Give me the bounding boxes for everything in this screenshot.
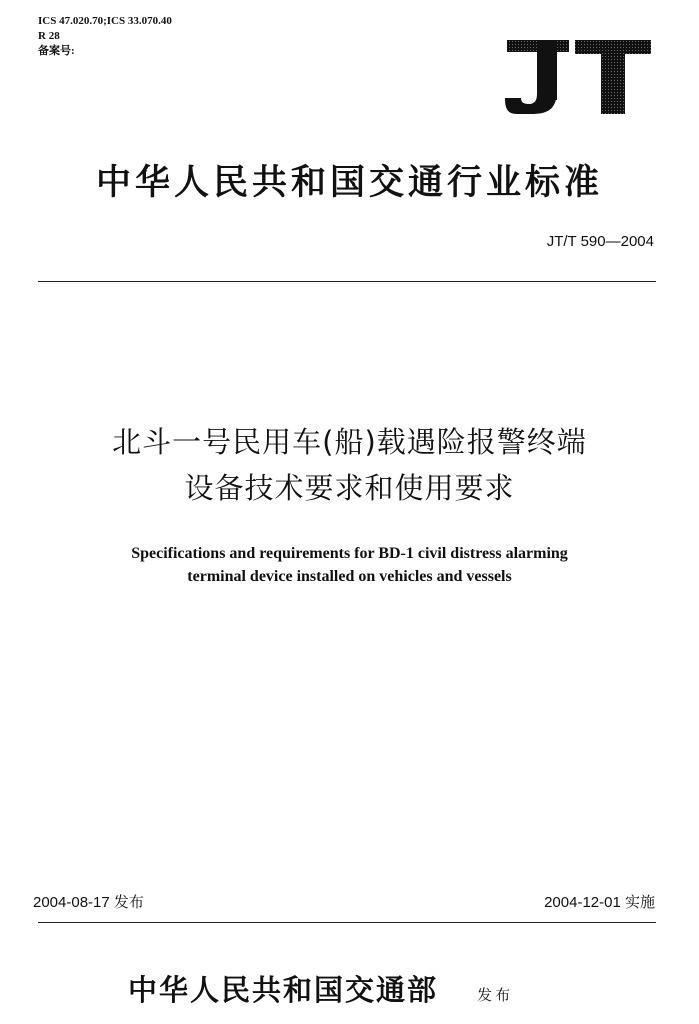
english-title-line-2: terminal device installed on vehicles and vessels — [187, 568, 512, 585]
standard-category-title: 中华人民共和国交通行业标准 — [95, 162, 603, 203]
standard-number: JT/T 590—2004 — [546, 233, 654, 250]
bottom-divider — [38, 922, 656, 923]
record-number: 备案号: — [38, 45, 75, 57]
publish-label: 发布 — [477, 986, 514, 1004]
ics-code: ICS 47.020.70;ICS 33.070.40 — [38, 15, 172, 27]
chinese-title-line-2: 设备技术要求和使用要求 — [184, 471, 515, 505]
english-title-line-1: Specifications and requirements for BD-1 civil distress alarming — [131, 545, 568, 562]
jt-logo — [503, 38, 653, 116]
chinese-title-line-1: 北斗一号民用车(船)载遇险报警终端 — [112, 425, 587, 459]
publisher-name: 中华人民共和国交通部 — [128, 973, 439, 1007]
metadata-block — [38, 14, 172, 59]
footer — [128, 968, 513, 1009]
issue-date: 2004-08-17 发布 — [33, 894, 144, 911]
classification-code: R 28 — [38, 30, 60, 42]
implementation-date: 2004-12-01 实施 — [544, 894, 655, 911]
top-divider — [38, 281, 656, 282]
